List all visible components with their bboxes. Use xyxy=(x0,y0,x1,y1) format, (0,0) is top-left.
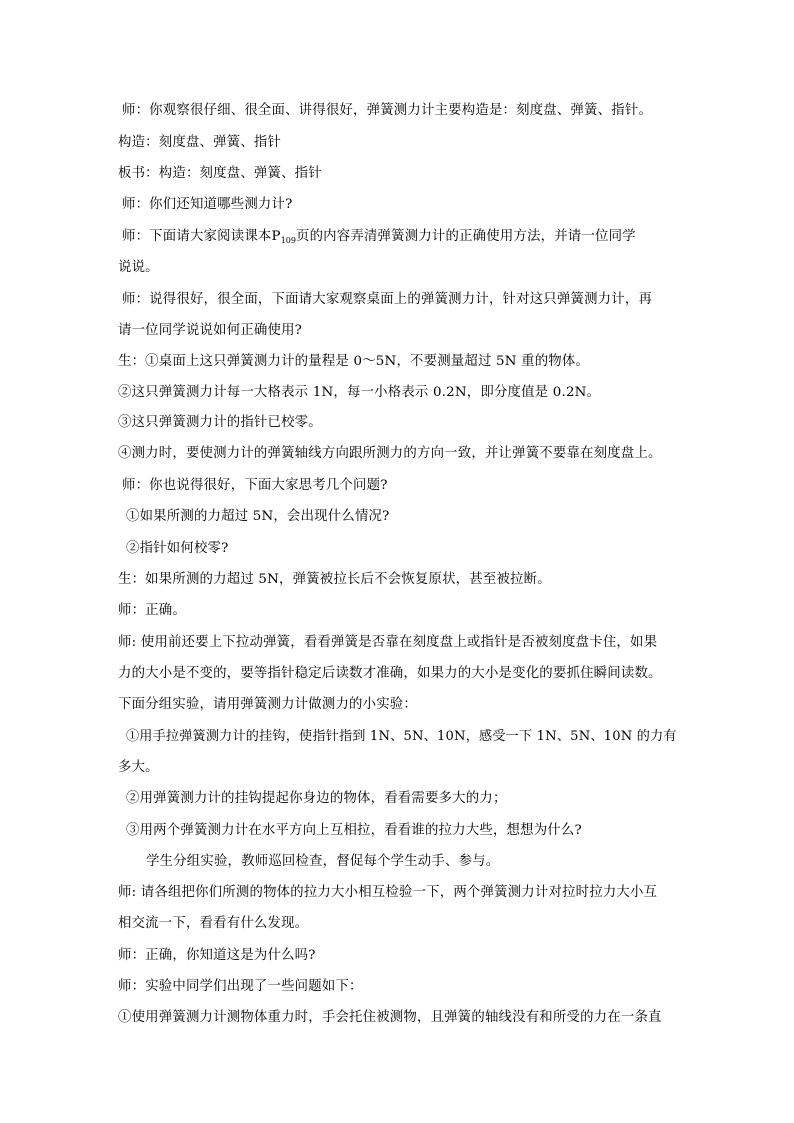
paragraph-line: 构造：刻度盘、弹簧、指针 xyxy=(118,135,282,150)
paragraph-line: ①如果所测的力超过 5N，会出现什么情况? xyxy=(126,509,390,524)
paragraph-line: ①用手拉弹簧测力计的挂钩，使指针指到 1N、5N、10N，感受一下 1N、5N、10N 的力有 xyxy=(126,729,677,744)
paragraph-text: 页的内容弄清弹簧测力计的正确使用方法，并请一位同学 xyxy=(296,229,636,244)
paragraph-line: ④测力时，要使测力计的弹簧轴线方向跟所测力的方向一致，并让弹簧不要靠在刻度盘上。 xyxy=(118,446,662,461)
paragraph-line: 师：你们还知道哪些测力计? xyxy=(122,197,293,212)
paragraph-line: 请一位同学说说如何正确使用? xyxy=(118,323,303,338)
paragraph-line: 力的大小是不变的，要等指针稳定后读数才准确，如果力的大小是变化的要抓住瞬间读数。 xyxy=(118,666,662,681)
paragraph-line: 师：实验中同学们出现了一些问题如下： xyxy=(118,979,363,994)
paragraph-line: ③用两个弹簧测力计在水平方向上互相拉，看看谁的拉力大些，想想为什么? xyxy=(126,823,582,838)
paragraph-line xyxy=(122,228,636,250)
page-ref: P xyxy=(271,229,281,244)
paragraph-line: ①使用弹簧测力计测物体重力时，手会托住被测物，且弹簧的轴线没有和所受的力在一条直 xyxy=(118,1010,662,1025)
paragraph-line: 学生分组实验，教师巡回检查，督促每个学生动手、参与。 xyxy=(146,854,500,869)
paragraph-line: ②这只弹簧测力计每一大格表示 1N，每一小格表示 0.2N，即分度值是 0.2N。 xyxy=(118,385,601,400)
paragraph-line: 板书：构造：刻度盘、弹簧、指针 xyxy=(118,166,322,181)
paragraph-line: 师：你也说得很好，下面大家思考几个问题? xyxy=(122,478,388,493)
page-ref-subscript: 109 xyxy=(280,236,296,245)
paragraph-line: 师：你观察很仔细、很全面、讲得很好，弹簧测力计主要构造是：刻度盘、弹簧、指针。 xyxy=(122,103,653,118)
paragraph-line: 生：如果所测的力超过 5N，弹簧被拉长后不会恢复原状，甚至被拉断。 xyxy=(118,572,551,587)
paragraph-line: 师：正确，你知道这是为什么吗? xyxy=(118,948,316,963)
paragraph-line: 下面分组实验，请用弹簧测力计做测力的小实验： xyxy=(118,697,417,712)
paragraph-line: 多大。 xyxy=(118,760,159,775)
paragraph-text: 师：下面请大家阅读课本 xyxy=(122,229,272,244)
paragraph-line: 师: 请各组把你们所测的物体的拉力大小相互检验一下，两个弹簧测力计对拉时拉力大小互 xyxy=(118,885,658,900)
paragraph-line: 生：①桌面上这只弹簧测力计的量程是 0～5N，不要测量超过 5N 重的物体。 xyxy=(118,354,590,369)
paragraph-line: 师：说得很好，很全面，下面请大家观察桌面上的弹簧测力计，针对这只弹簧测力计，再 xyxy=(122,292,653,307)
paragraph-line: 师: 使用前还要上下拉动弹簧，看看弹簧是否靠在刻度盘上或指针是否被刻度盘卡住，如果 xyxy=(118,635,658,650)
paragraph-line: 师：正确。 xyxy=(118,603,186,618)
paragraph-line: ③这只弹簧测力计的指针已校零。 xyxy=(118,415,322,430)
paragraph-line: ②指针如何校零? xyxy=(126,541,229,556)
paragraph-line: 说说。 xyxy=(118,260,159,275)
paragraph-line: 相交流一下，看看有什么发现。 xyxy=(118,916,309,931)
paragraph-line: ②用弹簧测力计的挂钩提起你身边的物体，看看需要多大的力； xyxy=(126,791,507,806)
